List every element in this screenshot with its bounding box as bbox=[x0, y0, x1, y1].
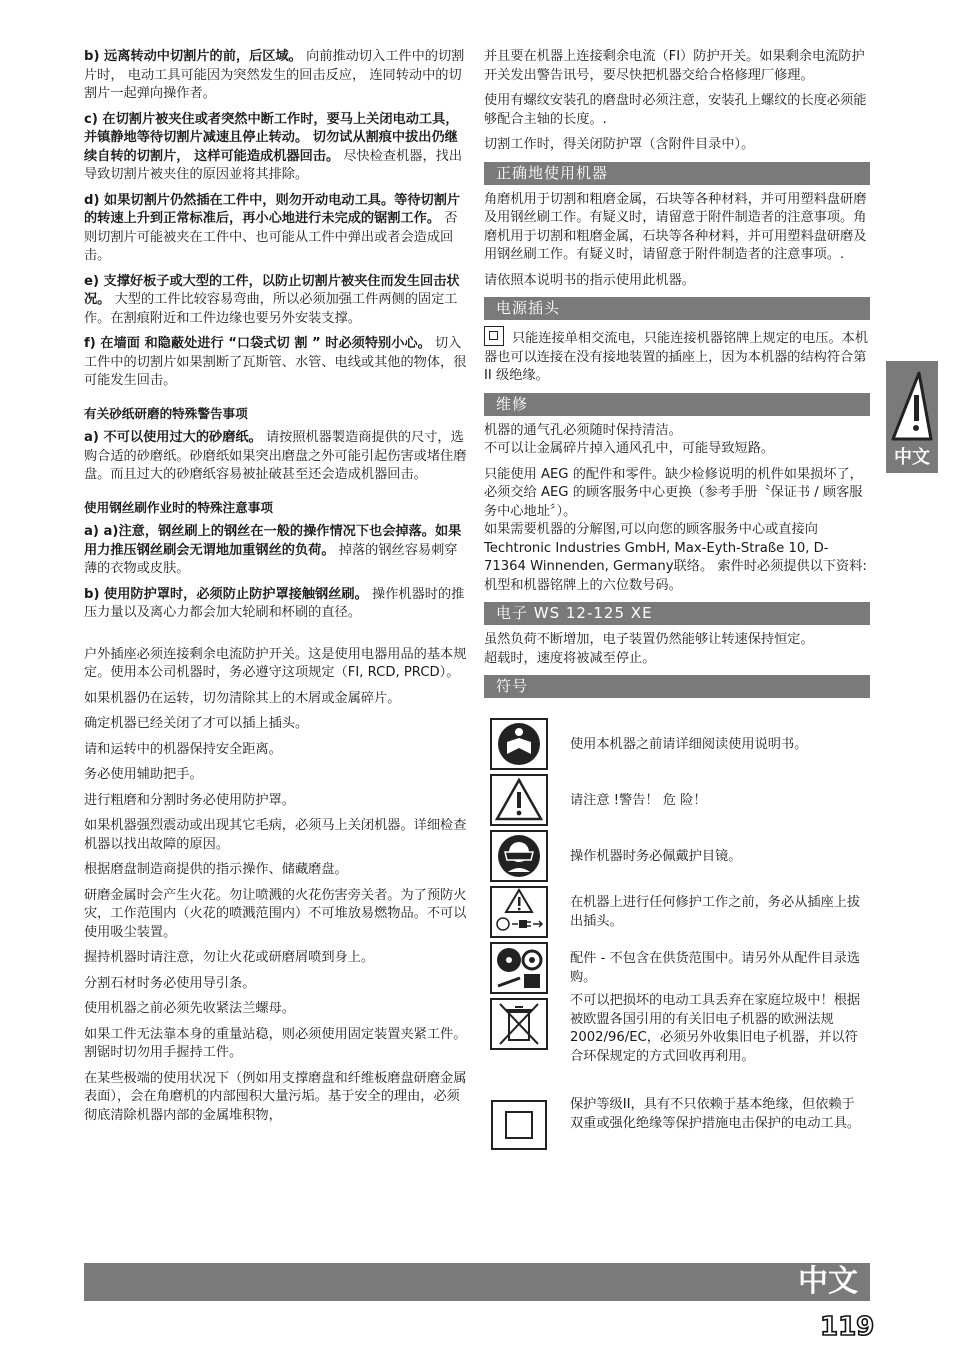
symbol-row bbox=[484, 774, 870, 830]
footer-language-label: 中文 bbox=[798, 1264, 858, 1299]
mains-text: 只能连接单相交流电，只能连接机器铭牌上规定的电压。本机器也可以连接在没有接地装置的插座上，因为本机器的结构符合第II 级绝缘。 bbox=[484, 326, 870, 386]
symbol-text: 使用本机器之前请详细阅读使用说明书。 bbox=[570, 737, 808, 752]
para-e: e) 支撑好板子或大型的工件，以防止切割片被夹住而发生回击状况。 大型的工件比较容易弯曲，所以必须加强工件两侧的固定工作。在割痕附近和工件边缘也要另外安装支撑。 bbox=[84, 273, 460, 326]
wire-brush-warning-title: 使用钢丝刷作业时的特殊注意事项 bbox=[84, 499, 273, 515]
electronics-text: 超载时，速度将被减至停止。 bbox=[484, 650, 656, 666]
symbol-row bbox=[484, 1098, 870, 1156]
weee-bin-icon bbox=[490, 998, 548, 1050]
symbol-row bbox=[484, 993, 870, 1098]
right-paragraph: 切割工作时，得关闭防护罩（含附件目录中）。 bbox=[484, 137, 755, 152]
para-sand-a: a) 不可以使用过大的砂磨纸。 请按照机器製造商提供的尺寸，选购合适的砂磨纸。砂磨纸如果突出磨盘之外可能引起伤害或堵住磨盘。而且过大的砂磨纸容易被扯破甚至还会造成机器回击。 bbox=[84, 430, 467, 482]
safety-paragraph: 使用机器之前必须先收紧法兰螺母。 bbox=[84, 1001, 295, 1016]
safety-paragraph: 务必使用辅助把手。 bbox=[84, 767, 203, 782]
warning-icon bbox=[891, 369, 933, 443]
safety-paragraph: 请和运转中的机器保持安全距离。 bbox=[84, 741, 282, 757]
protection-class-ii-icon bbox=[490, 1098, 548, 1152]
safety-paragraph: 研磨金属时会产生火花。勿让喷溅的火花伤害旁关者。为了预防火灾，工作范围内（火花的喷溅范围内）不可堆放易燃物品。不可以使用吸尘装置。 bbox=[84, 887, 467, 940]
para-c: c) 在切割片被夹住或者突然中断工作时，要马上关闭电动工具，并镇静地等待切割片减速且停止转动。 切勿试从割痕中拔出仍继续自转的切割片， 这样可能造成机器回击。 尽快检查机器，找出导致切割片被夹住的原因並将其排除。 bbox=[84, 111, 463, 182]
section-heading-electronics: 电子 WS 12-125 XE bbox=[484, 602, 870, 625]
language-side-tab bbox=[886, 361, 938, 473]
symbol-text: 配件 - 不包含在供货范围中。请另外从配件目录选购。 bbox=[570, 951, 861, 985]
section-heading-symbols: 符号 bbox=[484, 675, 870, 698]
class-ii-icon bbox=[484, 326, 504, 346]
right-paragraph: 并且要在机器上连接剩余电流（FI）防护开关。如果剩余电流防护开关发出警告讯号，要尽快把机器交给合格修理厂修理。 bbox=[484, 49, 865, 83]
safety-paragraph: 如果机器强烈震动或出现其它毛病，必须马上关闭机器。详细检查机器以找出故障的原因。 bbox=[84, 818, 467, 852]
intended-use-note: 请依照本说明书的指示使用此机器。 bbox=[484, 272, 695, 288]
symbol-row bbox=[484, 886, 870, 942]
symbol-row bbox=[484, 830, 870, 886]
warning-icon bbox=[490, 774, 548, 826]
para-b: b) 远离转动中切割片的前，后区域。 向前推动切入工件中的切割片时， 电动工具可能因为突然发生的回击反应， 连同转动中的切割片一起弹向操作者。 bbox=[84, 49, 465, 101]
maintenance-text: 只能使用 AEG 的配件和零件。缺少检修说明的机件如果损坏了，必须交给 AEG 的顾客服务中心更换（参考手册〝保证书 / 顾客服务中心地址〞）。 bbox=[484, 466, 863, 519]
maintenance-text: 不可以让金属碎片掉入通风孔中，可能导致短路。 bbox=[484, 441, 775, 456]
symbol-text: 操作机器时务必佩戴护目镜。 bbox=[570, 849, 742, 864]
para-f: f) 在墙面 和隐蔽处进行 “口袋式切 割 ” 时必须特别小心。 切入工件中的切割片如果割断了瓦斯管、水管、电线或其他的物体，很可能发生回击。 bbox=[84, 336, 467, 388]
symbol-text: 保护等级II，具有不只依赖于基本绝缘，但依赖于双重或强化绝缘等保护措施电击保护的电动工具。 bbox=[570, 1097, 861, 1131]
read-manual-icon bbox=[490, 718, 548, 770]
para-d: d) 如果切割片仍然插在工件中，则勿开动电动工具。等待切割片的转速上升到正常标准后，再小心地进行未完成的锯割工作。 否则切割片可能被夹在工件中、也可能从工件中弹出或者会造成回击。 bbox=[84, 192, 461, 263]
section-heading-maintenance: 维修 bbox=[484, 393, 870, 416]
eye-protection-icon bbox=[490, 830, 548, 882]
right-column bbox=[484, 48, 870, 1156]
symbol-text: 在机器上进行任何修护工作之前，务必从插座上拔出插头。 bbox=[570, 895, 861, 929]
safety-paragraph: 如果机器仍在运转，切勿清除其上的木屑或金属碎片。 bbox=[84, 690, 401, 706]
left-column bbox=[84, 48, 468, 1132]
symbol-row bbox=[484, 718, 870, 774]
section-heading-intended-use: 正确地使用机器 bbox=[484, 162, 870, 185]
accessory-icon bbox=[490, 942, 548, 994]
unplug-before-service-icon bbox=[490, 886, 548, 938]
section-heading-mains: 电源插头 bbox=[484, 297, 870, 320]
safety-paragraph: 根据磨盘制造商提供的指示操作、储藏磨盘。 bbox=[84, 862, 348, 877]
symbol-text: 请注意 !警告！ 危 险！ bbox=[570, 793, 707, 808]
sanding-warning-title: 有关砂纸研磨的特殊警告事项 bbox=[84, 405, 248, 421]
symbol-row bbox=[484, 942, 870, 998]
safety-paragraph: 确定机器已经关闭了才可以插上插头。 bbox=[84, 716, 309, 731]
symbol-text: 不可以把损坏的电动工具丢弃在家庭垃圾中！根据被欧盟各国引用的有关旧电子机器的欧洲法规2002/96/EC，必须另外收集旧电子机器，并以符合环保规定的方式回收再利用。 bbox=[570, 993, 861, 1064]
page-number: 119 bbox=[820, 1312, 875, 1342]
maintenance-text: 机器的通气孔必须随时保持清洁。 bbox=[484, 422, 682, 438]
electronics-text: 虽然负荷不断增加，电子装置仍然能够让转速保持恒定。 bbox=[484, 632, 814, 647]
para-wire-b: b) 使用防护罩时，必须防止防护罩接触钢丝刷。 操作机器时的推压力量以及离心力都会加大轮刷和杯刷的直径。 bbox=[84, 586, 465, 620]
safety-paragraph: 在某些极端的使用状况下（例如用支撑磨盘和纤维板磨盘研磨金属表面），会在角磨机的内部囤积大量污垢。基于安全的理由，必须彻底清除机器内部的金属堆积物， bbox=[84, 1070, 467, 1123]
safety-paragraph: 分割石材时务必使用导引条。 bbox=[84, 975, 256, 991]
side-tab-label: 中文 bbox=[894, 447, 930, 468]
safety-paragraph: 握持机器时请注意，勿让火花或研磨屑喷到身上。 bbox=[84, 950, 375, 965]
para-wire-a: a) a)注意，钢丝刷上的钢丝在一般的操作情况下也会掉落。如果用力推压钢丝刷会无谓地加重钢丝的负荷。 掉落的钢丝容易刺穿薄的衣物或皮肤。 bbox=[84, 524, 462, 576]
maintenance-text: 如果需要机器的分解图,可以向您的顾客服务中心或直接向 Techtronic Industries GmbH, Max-Eyth-Straße 10, D-71364 Winnenden, Germany联络。 索件时必须提供以下资料: 机型和机器铭牌上的六位数号码。 bbox=[484, 522, 867, 593]
right-paragraph: 使用有螺纹安装孔的磨盘时必须注意，安装孔上螺纹的长度必须能够配合主轴的长度。. bbox=[484, 93, 867, 127]
intended-use-text: 角磨机用于切割和粗磨金属，石块等各种材料，并可用塑料盘研磨及用钢丝刷工作。有疑义时，请留意于附件制造者的注意事项。角磨机用于切割和粗磨金属，石块等各种材料，并可用塑料盘研磨及用钢丝刷工作。有疑义时，请留意于附件制造者的注意事项。. bbox=[484, 191, 867, 262]
safety-paragraph: 进行粗磨和分割时务必使用防护罩。 bbox=[84, 792, 295, 808]
safety-paragraph: 户外插座必须连接剩余电流防护开关。这是使用电器用品的基本规定。使用本公司机器时，务必遵守这项规定（FI, RCD, PRCD）。 bbox=[84, 646, 467, 680]
footer-bar bbox=[84, 1263, 870, 1301]
safety-paragraph: 如果工件无法靠本身的重量站稳，则必须使用固定装置夹紧工件。割锯时切勿用手握持工件。 bbox=[84, 1026, 467, 1060]
